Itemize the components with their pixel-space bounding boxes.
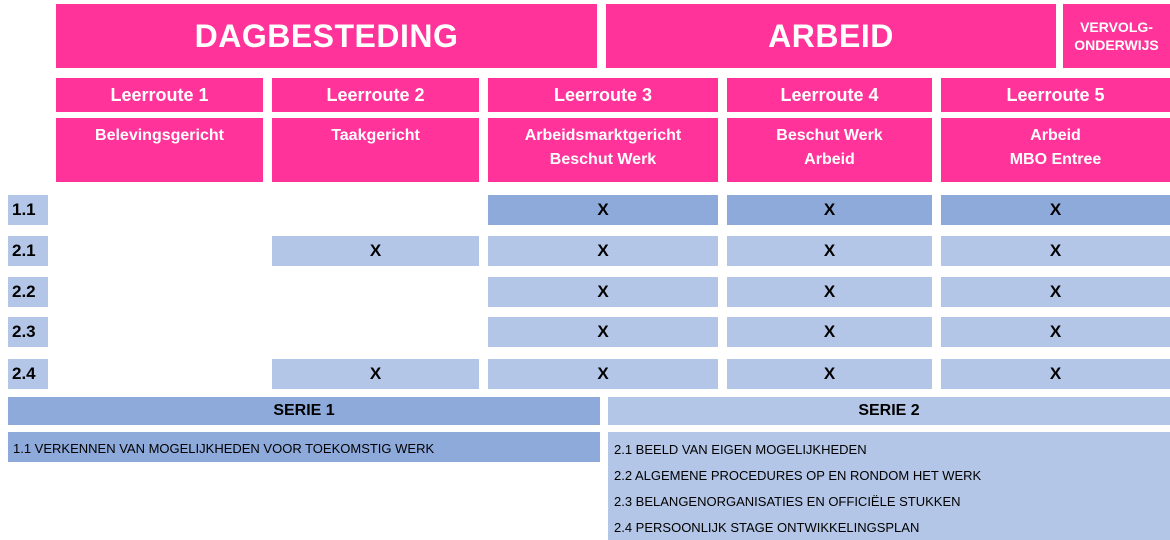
serie-2-topic-2-2: 2.2 ALGEMENE PROCEDURES OP EN RONDOM HET WERK: [614, 468, 982, 483]
route-2-desc: [272, 118, 479, 182]
cell-2-3-route-5: X: [941, 317, 1170, 347]
row-label-2-2: 2.2: [8, 277, 48, 307]
route-2-label: Leerroute 2: [272, 78, 479, 112]
route-2-desc-line1: Taakgericht: [331, 127, 420, 144]
serie-2-topic-2-1: 2.1 BEELD VAN EIGEN MOGELIJKHEDEN: [614, 442, 867, 457]
cell-2-1-route-2: X: [272, 236, 479, 266]
cell-2-2-route-3: X: [488, 277, 718, 307]
row-label-2-3: 2.3: [8, 317, 48, 347]
header-arbeid: ARBEID: [606, 4, 1056, 68]
cell-1-1-route-4: X: [727, 195, 932, 225]
cell-1-1-route-5: X: [941, 195, 1170, 225]
cell-2-2-route-5: X: [941, 277, 1170, 307]
cell-2-4-route-4: X: [727, 359, 932, 389]
serie-2-topic-2-3: 2.3 BELANGENORGANISATIES EN OFFICIËLE STUKKEN: [614, 494, 961, 509]
route-3-label: Leerroute 3: [488, 78, 718, 112]
route-5-desc-line2: MBO Entree: [1009, 151, 1102, 168]
cell-2-4-route-3: X: [488, 359, 718, 389]
route-5-desc-line1: Arbeid: [1030, 127, 1081, 144]
header-dagbesteding: DAGBESTEDING: [56, 4, 597, 68]
cell-2-1-route-3: X: [488, 236, 718, 266]
route-4-desc-line1: Beschut Werk: [776, 127, 883, 144]
route-1-desc-line1: Belevingsgericht: [95, 127, 224, 144]
route-1-label: Leerroute 1: [56, 78, 263, 112]
cell-1-1-route-3: X: [488, 195, 718, 225]
route-4-label: Leerroute 4: [727, 78, 932, 112]
cell-2-1-route-4: X: [727, 236, 932, 266]
cell-2-2-route-4: X: [727, 277, 932, 307]
route-1-desc: [56, 118, 263, 182]
cell-2-3-route-3: X: [488, 317, 718, 347]
route-5-label: Leerroute 5: [941, 78, 1170, 112]
cell-2-4-route-5: X: [941, 359, 1170, 389]
route-4-desc: [727, 118, 932, 182]
cell-2-1-route-5: X: [941, 236, 1170, 266]
route-4-desc-line2: Arbeid: [804, 151, 855, 168]
header-vervolg-line2: ONDERWIJS: [1074, 37, 1159, 53]
row-label-1-1: 1.1: [8, 195, 48, 225]
cell-2-3-route-4: X: [727, 317, 932, 347]
row-label-2-4: 2.4: [8, 359, 48, 389]
cell-2-4-route-2: X: [272, 359, 479, 389]
serie-1-topic-1-1: 1.1 VERKENNEN VAN MOGELIJKHEDEN VOOR TOEKOMSTIG WERK: [13, 441, 435, 456]
serie-2-title: SERIE 2: [608, 397, 1170, 425]
serie-1-title: SERIE 1: [8, 397, 600, 425]
route-5-desc: [941, 118, 1170, 182]
header-vervolg-line1: VERVOLG-: [1080, 19, 1153, 35]
header-vervolgonderwijs: [1063, 4, 1170, 68]
route-3-desc-line2: Beschut Werk: [549, 151, 657, 168]
row-label-2-1: 2.1: [8, 236, 48, 266]
route-3-desc-line1: Arbeidsmarktgericht: [524, 127, 682, 144]
serie-2-topic-2-4: 2.4 PERSOONLIJK STAGE ONTWIKKELINGSPLAN: [614, 520, 920, 535]
route-3-desc: [488, 118, 718, 182]
